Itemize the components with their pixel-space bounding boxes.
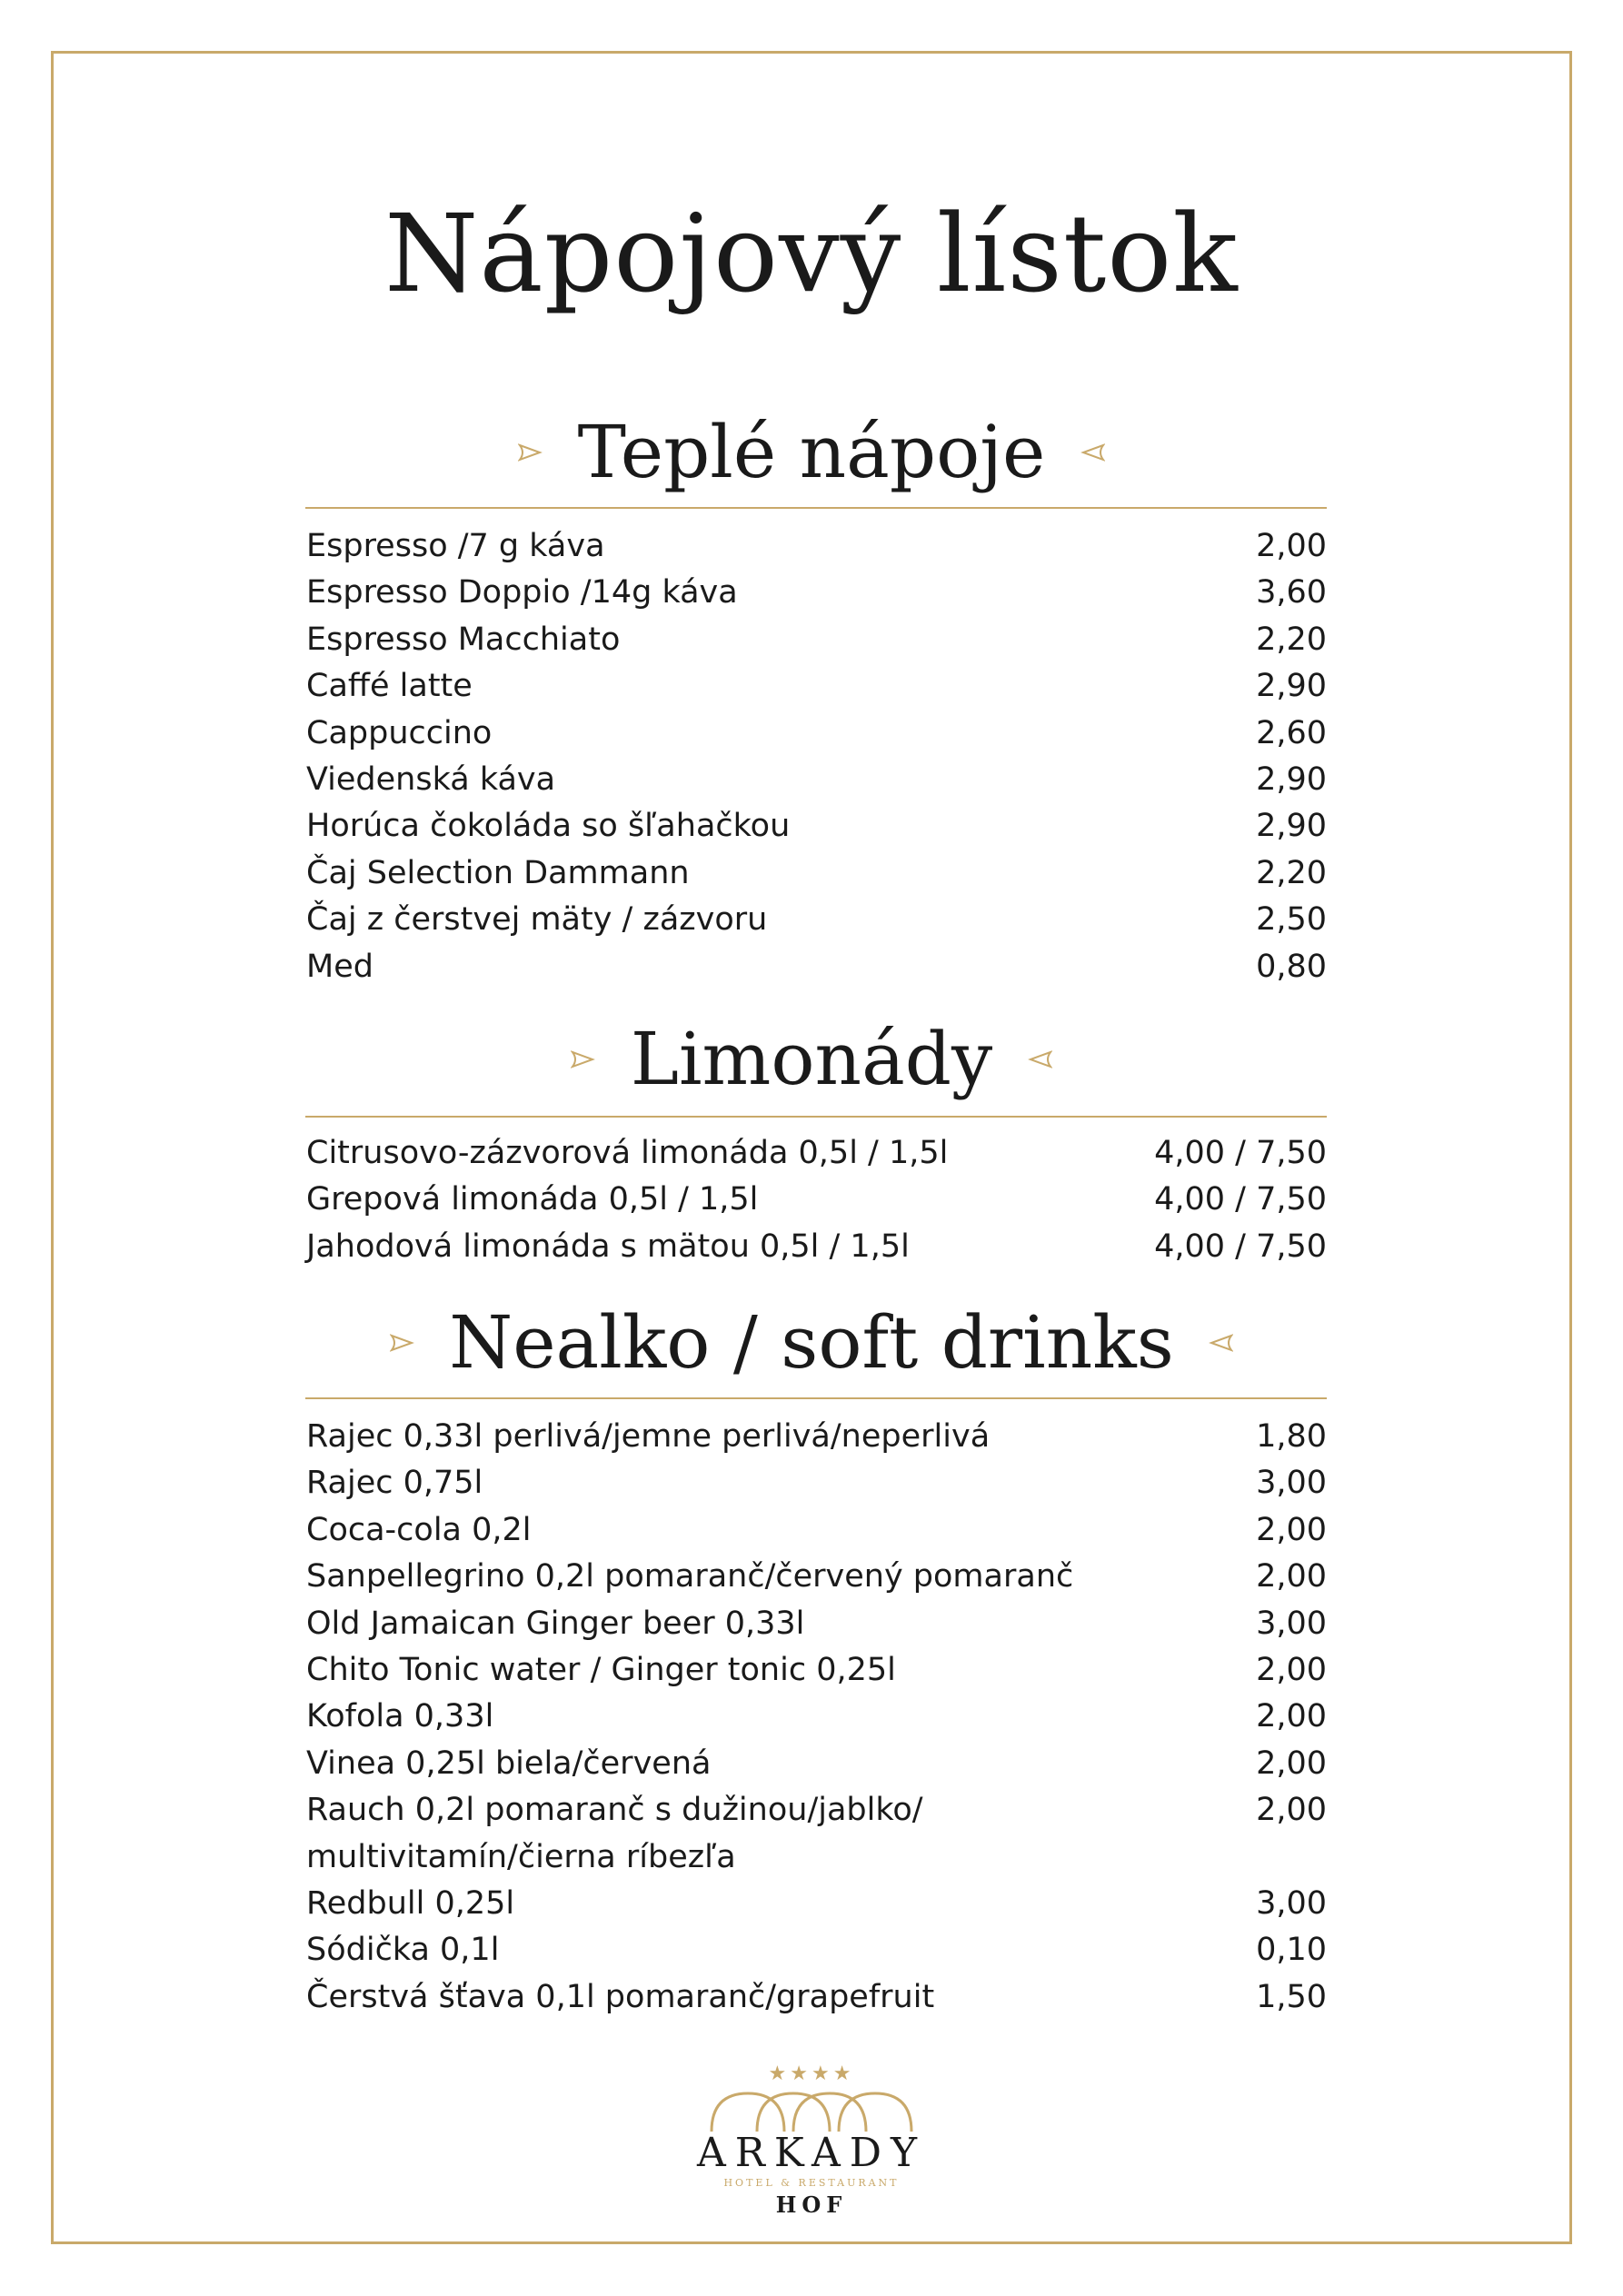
item-name: Redbull 0,25l	[306, 1884, 515, 1922]
item-name: Čaj z čerstvej mäty / zázvoru	[306, 901, 768, 939]
item-name: Rajec 0,75l	[306, 1465, 483, 1502]
right-flourish-icon	[1025, 1049, 1052, 1070]
item-name: Jahodová limonáda s mätou 0,5l / 1,5l	[306, 1228, 910, 1265]
item-name: Čerstvá šťava 0,1l pomaranč/grapefruit	[306, 1978, 935, 2015]
item-price: 2,00	[1256, 1792, 1327, 1829]
item-price: 0,10	[1256, 1932, 1327, 1969]
list-item	[306, 711, 1327, 757]
list-item	[306, 1787, 1327, 1881]
item-price: 2,00	[1256, 1744, 1327, 1782]
item-price: 2,00	[1256, 1511, 1327, 1548]
list-item	[306, 757, 1327, 803]
list-item	[306, 1177, 1327, 1223]
item-name: Viedenská káva	[306, 760, 556, 798]
item-price: 3,00	[1256, 1884, 1327, 1922]
item-name: Coca-cola 0,2l	[306, 1511, 532, 1548]
section-divider	[305, 507, 1327, 509]
list-item	[306, 850, 1327, 897]
list-item	[306, 1601, 1327, 1647]
item-name: Old Jamaican Ginger beer 0,33l	[306, 1605, 805, 1642]
item-name: Espresso Macchiato	[306, 621, 621, 658]
item-name: Chito Tonic water / Ginger tonic 0,25l	[306, 1651, 896, 1688]
item-price: 4,00 / 7,50	[1154, 1228, 1327, 1265]
warm-drinks-list	[306, 523, 1327, 990]
item-price: 4,00 / 7,50	[1154, 1181, 1327, 1218]
soft-drinks-list	[306, 1414, 1327, 2021]
item-name: Citrusovo-zázvorová limonáda 0,5l / 1,5l	[306, 1135, 949, 1171]
item-price: 2,90	[1256, 808, 1327, 845]
item-name: Rauch 0,2l pomaranč s dužinou/jablko/ multivitamín/čierna ríbezľa	[306, 1792, 923, 1875]
page-title: Nápojový lístok	[384, 191, 1239, 316]
right-flourish-icon	[1078, 442, 1105, 463]
item-price: 1,50	[1256, 1978, 1327, 2015]
item-name: Čaj Selection Dammann	[306, 854, 690, 891]
item-price: 3,00	[1256, 1605, 1327, 1642]
right-flourish-icon	[1206, 1332, 1233, 1354]
item-price: 1,80	[1256, 1418, 1327, 1455]
item-name: Horúca čokoláda so šľahačkou	[306, 808, 791, 845]
list-item	[306, 1881, 1327, 1927]
item-name: Rajec 0,33l perlivá/jemne perlivá/neperlivá	[306, 1418, 991, 1455]
left-flourish-icon	[390, 1332, 417, 1354]
list-item	[306, 1974, 1327, 2021]
item-price: 2,20	[1256, 621, 1327, 658]
section-divider	[305, 1397, 1327, 1399]
item-price: 2,90	[1256, 760, 1327, 798]
lemonades-list	[306, 1130, 1327, 1270]
arches-icon	[693, 2086, 930, 2133]
section-heading-text: Teplé nápoje	[577, 410, 1046, 494]
item-name: Sanpellegrino 0,2l pomaranč/červený pomaranč	[306, 1558, 1074, 1595]
item-price: 3,60	[1256, 574, 1327, 611]
item-name: Kofola 0,33l	[306, 1698, 494, 1735]
item-price: 2,50	[1256, 901, 1327, 939]
item-price: 3,00	[1256, 1465, 1327, 1502]
list-item	[306, 1741, 1327, 1787]
item-name: Sódička 0,1l	[306, 1932, 500, 1969]
list-item	[306, 663, 1327, 710]
section-heading-soft-drinks	[0, 1300, 1623, 1385]
list-item	[306, 1647, 1327, 1694]
left-flourish-icon	[518, 442, 545, 463]
stars-rating: ★★★★	[768, 2062, 855, 2085]
item-price: 2,90	[1256, 668, 1327, 705]
item-price: 2,00	[1256, 1558, 1327, 1595]
item-name: Cappuccino	[306, 714, 493, 751]
item-name: Espresso Doppio /14g káva	[306, 574, 738, 611]
left-flourish-icon	[571, 1049, 598, 1070]
brand-suffix: HOF	[775, 2192, 848, 2218]
list-item	[306, 944, 1327, 990]
list-item	[306, 1224, 1327, 1270]
item-name: Espresso /7 g káva	[306, 528, 605, 564]
item-name: Med	[306, 948, 373, 985]
section-heading-warm	[0, 410, 1623, 494]
list-item	[306, 1414, 1327, 1460]
list-item	[306, 1460, 1327, 1506]
list-item	[306, 1694, 1327, 1740]
brand-name: ARKADY	[696, 2130, 927, 2176]
list-item	[306, 1130, 1327, 1177]
list-item	[306, 570, 1327, 616]
hotel-logo	[621, 2062, 1002, 2218]
brand-subtitle: HOTEL & RESTAURANT	[723, 2177, 900, 2189]
list-item	[306, 1927, 1327, 1973]
section-heading-text: Limonády	[630, 1017, 993, 1101]
item-price: 2,00	[1256, 1698, 1327, 1735]
section-heading-text: Nealko / soft drinks	[449, 1300, 1174, 1385]
item-price: 0,80	[1256, 948, 1327, 985]
item-price: 2,00	[1256, 528, 1327, 564]
item-name: Caffé latte	[306, 668, 473, 705]
list-item	[306, 803, 1327, 850]
list-item	[306, 897, 1327, 943]
section-divider	[305, 1116, 1327, 1118]
item-price: 2,60	[1256, 714, 1327, 751]
list-item	[306, 1554, 1327, 1600]
item-name: Grepová limonáda 0,5l / 1,5l	[306, 1181, 759, 1218]
section-heading-lemonades	[0, 1017, 1623, 1101]
list-item	[306, 1507, 1327, 1554]
item-price: 4,00 / 7,50	[1154, 1135, 1327, 1171]
item-name: Vinea 0,25l biela/červená	[306, 1744, 712, 1782]
item-price: 2,20	[1256, 854, 1327, 891]
list-item	[306, 523, 1327, 570]
item-price: 2,00	[1256, 1651, 1327, 1688]
list-item	[306, 617, 1327, 663]
